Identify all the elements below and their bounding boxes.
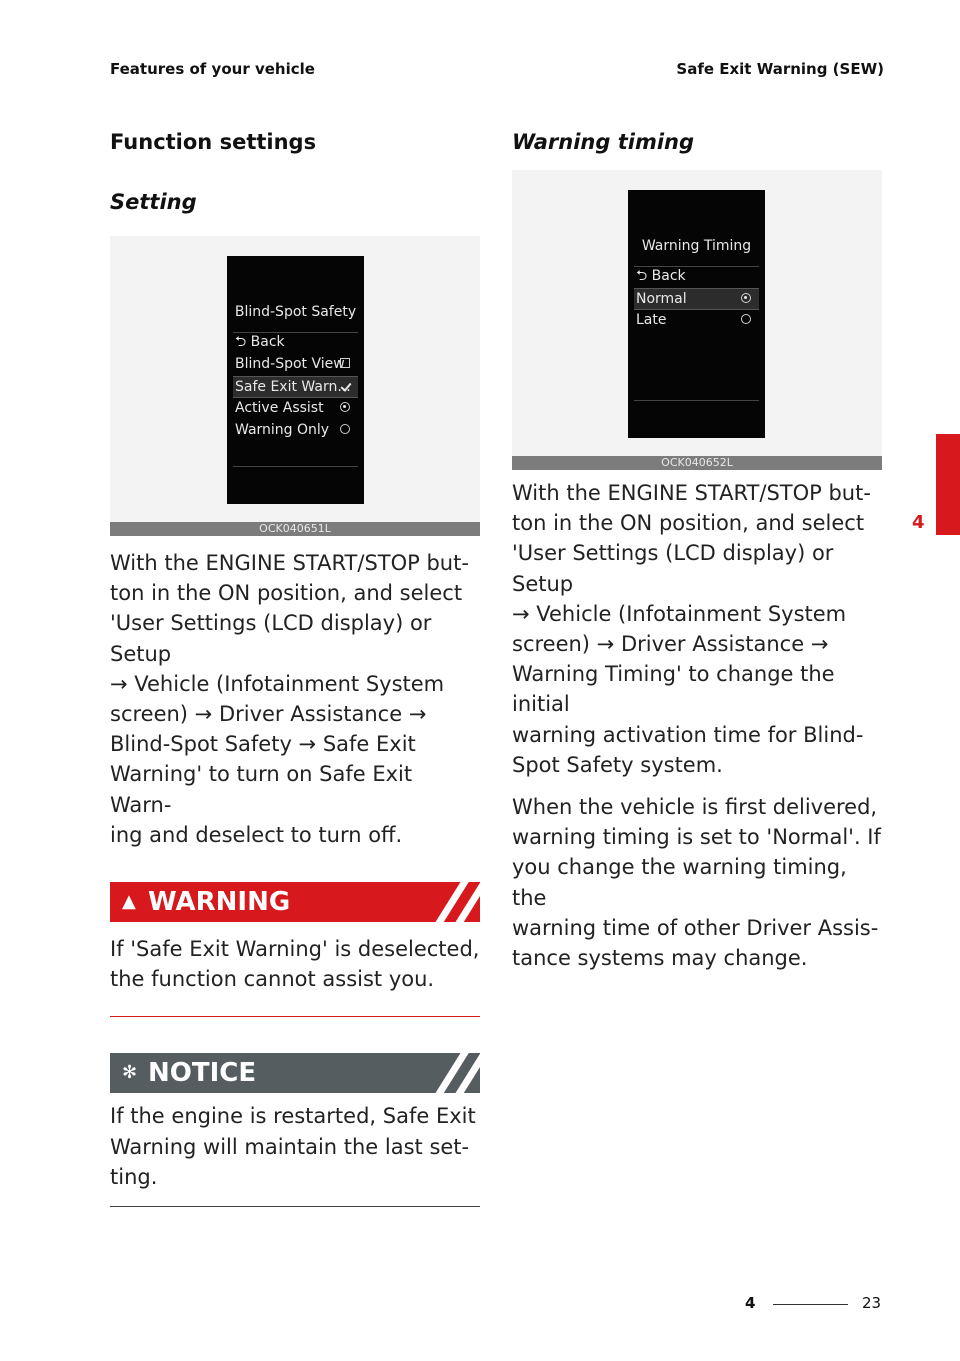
text-line: ton in the ON position, and select [512, 511, 865, 536]
text-line: warning timing is set to 'Normal'. If [512, 825, 881, 850]
text-line: 'User Settings (LCD display) or Setup [512, 541, 834, 596]
text-line: warning time of other Driver Assis- [512, 915, 879, 940]
menu-item [233, 354, 358, 374]
chapter-tab-number: 4 [912, 512, 925, 533]
text-line: When the vehicle is first delivered, [512, 795, 878, 820]
menu-item [233, 420, 358, 440]
menu-item-label: Late [636, 312, 667, 328]
text-line: With the ENGINE START/STOP but- [512, 481, 871, 505]
figure-setting [110, 236, 480, 536]
text-line: the function cannot assist you. [110, 967, 435, 992]
asterisk-icon: ✻ [122, 1062, 138, 1084]
text-line: you change the warning timing, the [512, 855, 847, 910]
menu-item-label: ⮌ Back [235, 334, 285, 350]
cluster-screen-warning-timing [628, 190, 765, 438]
screen-title: Blind-Spot Safety [234, 304, 357, 320]
setting-paragraph [110, 548, 480, 850]
figure-warning-timing [512, 170, 882, 470]
checkbox-icon [340, 381, 350, 391]
right-column [512, 130, 882, 973]
menu-item [233, 376, 358, 398]
radio-icon [340, 424, 350, 434]
text-line: Warning Timing' to change the initial [512, 662, 835, 717]
footer-divider [773, 1304, 848, 1305]
text-line: Warning will maintain the last set- [110, 1134, 470, 1159]
text-line: Warning' to turn on Safe Exit Warn- [110, 762, 413, 817]
warning-timing-paragraph [512, 478, 882, 780]
warning-rule [110, 1016, 480, 1017]
text-line: ting. [110, 1164, 158, 1189]
warning-text [110, 934, 480, 994]
menu-item [634, 288, 759, 310]
text-line: Spot Safety system. [512, 752, 723, 777]
subsection-title-setting: Setting [110, 190, 197, 214]
warning-banner [110, 882, 480, 922]
text-line: → Vehicle (Infotainment System [110, 671, 445, 696]
notice-rule [110, 1206, 480, 1207]
figure-caption: OCK040652L [512, 456, 882, 470]
menu-item [233, 398, 358, 418]
menu-item-label: Safe Exit Warn... [235, 379, 351, 395]
radio-icon [741, 314, 751, 324]
text-line: ton in the ON position, and select [110, 581, 463, 606]
screen-divider [634, 400, 759, 401]
text-line: If the engine is restarted, Safe Exit [110, 1104, 476, 1129]
warning-label: WARNING [148, 887, 291, 918]
footer-chapter: 4 [745, 1294, 756, 1312]
menu-item [634, 310, 759, 330]
text-line: ing and deselect to turn off. [110, 822, 403, 847]
chapter-tab [936, 434, 960, 535]
menu-item-label: Blind-Spot View [235, 356, 345, 372]
notice-text [110, 1101, 480, 1192]
text-line: → Vehicle (Infotainment System [512, 601, 847, 626]
warning-triangle-icon: ▲ [122, 891, 136, 913]
text-line: tance systems may change. [512, 946, 808, 971]
checkbox-icon [340, 358, 350, 368]
default-timing-paragraph [512, 792, 882, 973]
running-header-left: Features of your vehicle [110, 60, 315, 78]
text-line: Blind-Spot Safety → Safe Exit [110, 732, 416, 757]
radio-icon [741, 293, 751, 303]
menu-item-label: Normal [636, 291, 687, 307]
footer-page-number: 23 [862, 1294, 882, 1312]
menu-item-label: Active Assist [235, 400, 324, 416]
radio-icon [340, 402, 350, 412]
menu-item-label: ⮌ Back [636, 268, 686, 284]
notice-banner [110, 1053, 480, 1093]
text-line: warning activation time for Blind- [512, 722, 864, 747]
section-title: Function settings [110, 130, 317, 154]
text-line: If 'Safe Exit Warning' is deselected, [110, 937, 480, 962]
figure-caption: OCK040651L [110, 522, 480, 536]
left-column [110, 130, 480, 1207]
running-header-right: Safe Exit Warning (SEW) [676, 60, 884, 78]
text-line: screen) → Driver Assistance → [512, 632, 829, 657]
notice-label: NOTICE [148, 1058, 257, 1089]
menu-item [233, 332, 358, 352]
cluster-screen-setting [227, 256, 364, 504]
text-line: With the ENGINE START/STOP but- [110, 551, 469, 575]
subsection-title-warning-timing: Warning timing [512, 130, 695, 154]
menu-item [634, 266, 759, 286]
text-line: 'User Settings (LCD display) or Setup [110, 611, 432, 666]
screen-divider [233, 466, 358, 467]
text-line: screen) → Driver Assistance → [110, 702, 427, 727]
screen-title: Warning Timing [641, 238, 752, 254]
menu-item-label: Warning Only [235, 422, 330, 438]
